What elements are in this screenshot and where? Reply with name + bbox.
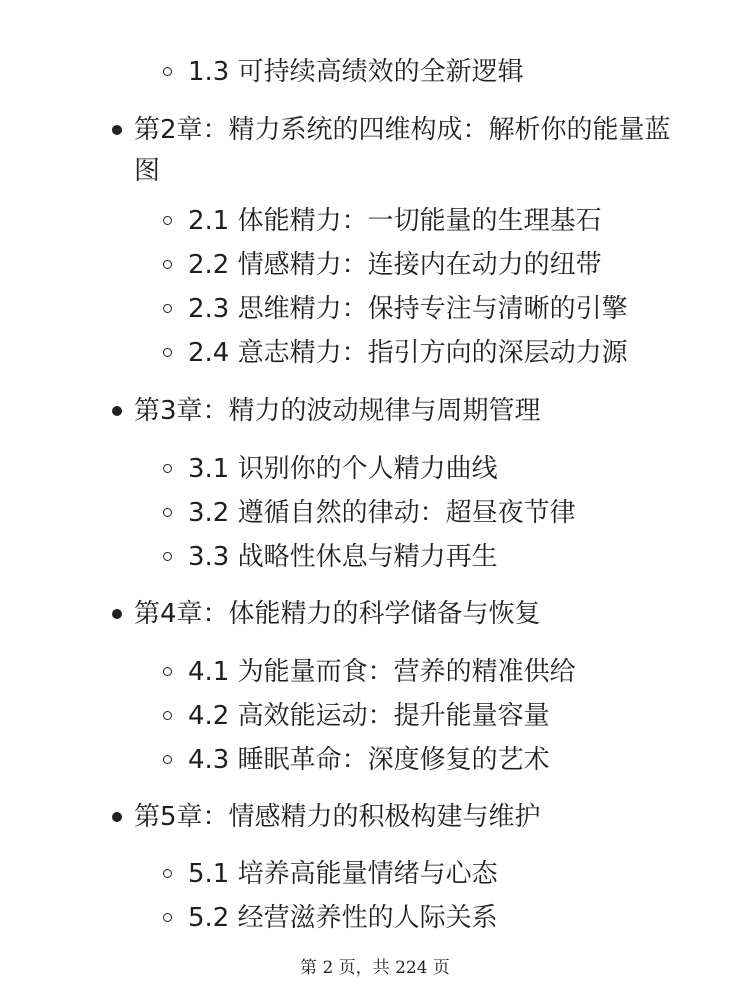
toc-section-title: 3.3 战略性休息与精力再生 (188, 542, 498, 572)
hollow-bullet-icon (163, 667, 172, 676)
page-number-footer: 第 2 页，共 224 页 (300, 958, 450, 978)
bullet-icon (112, 609, 122, 619)
toc-section-title: 4.3 睡眠革命：深度修复的艺术 (188, 745, 550, 775)
hollow-bullet-icon (163, 304, 172, 313)
bullet-icon (112, 812, 122, 822)
toc-section-title: 2.4 意志精力：指引方向的深层动力源 (188, 338, 628, 368)
hollow-bullet-icon (163, 552, 172, 561)
toc-section-title: 5.2 经营滋养性的人际关系 (188, 903, 498, 933)
hollow-bullet-icon (163, 869, 172, 878)
bullet-icon (112, 406, 122, 416)
bullet-icon (112, 125, 122, 135)
toc-section-title: 2.3 思维精力：保持专注与清晰的引擎 (188, 294, 628, 324)
toc-section-title: 2.1 体能精力：一切能量的生理基石 (188, 206, 602, 236)
toc-section-title: 4.1 为能量而食：营养的精准供给 (188, 657, 576, 687)
hollow-bullet-icon (163, 913, 172, 922)
hollow-bullet-icon (163, 67, 172, 76)
toc-section-title: 1.3 可持续高绩效的全新逻辑 (188, 57, 524, 87)
toc-chapter-title: 第5章：情感精力的积极构建与维护 (134, 802, 541, 832)
toc-section-title: 3.2 遵循自然的律动：超昼夜节律 (188, 498, 576, 528)
toc-chapter-title: 第3章：精力的波动规律与周期管理 (134, 396, 541, 426)
hollow-bullet-icon (163, 464, 172, 473)
toc-section-title: 2.2 情感精力：连接内在动力的纽带 (188, 250, 602, 280)
hollow-bullet-icon (163, 348, 172, 357)
toc-chapter-title: 第4章：体能精力的科学储备与恢复 (134, 599, 541, 629)
toc-section-title: 3.1 识别你的个人精力曲线 (188, 454, 498, 484)
toc-section-title: 5.1 培养高能量情绪与心态 (188, 859, 498, 889)
toc-section-title: 4.2 高效能运动：提升能量容量 (188, 701, 550, 731)
hollow-bullet-icon (163, 216, 172, 225)
toc-chapter-title: 第2章：精力系统的四维构成：解析你的能量蓝图 (134, 115, 671, 186)
hollow-bullet-icon (163, 755, 172, 764)
hollow-bullet-icon (163, 711, 172, 720)
hollow-bullet-icon (163, 508, 172, 517)
hollow-bullet-icon (163, 260, 172, 269)
